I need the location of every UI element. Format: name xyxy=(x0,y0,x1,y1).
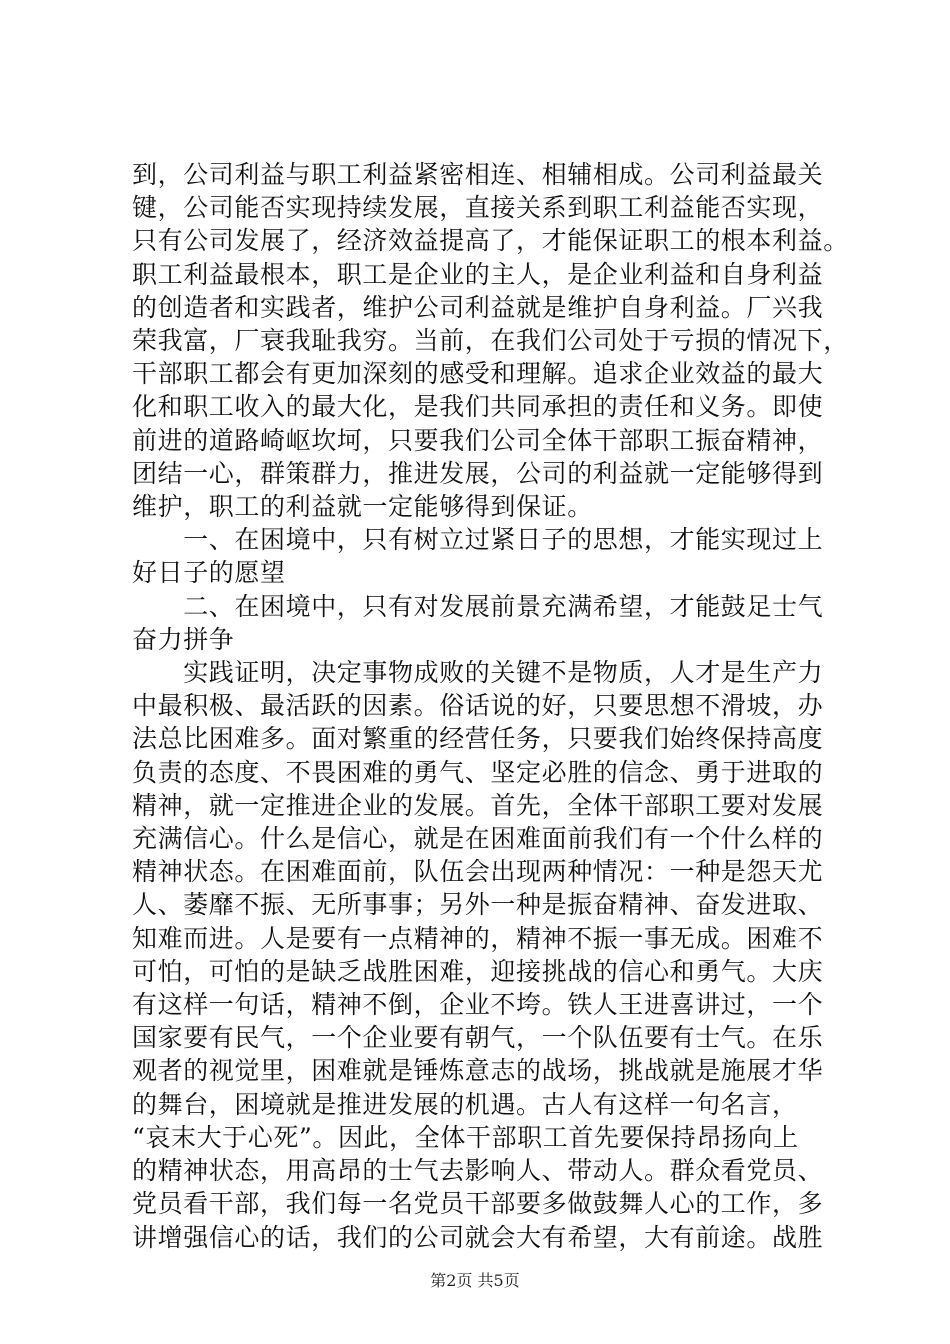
text-line: 好日子的愿望 xyxy=(132,558,286,588)
text-line: 的精神状态，用高昂的士气去影响人、带动人。群众看党员、 xyxy=(132,1156,824,1186)
text-line: 观者的视觉里，困难就是锤炼意志的战场，挑战就是施展才华 xyxy=(132,1056,824,1086)
text-line: 负责的态度、不畏困难的勇气、坚定必胜的信念、勇于进取的 xyxy=(132,757,824,787)
text-line: 键，公司能否实现持续发展，直接关系到职工利益能否实现， xyxy=(132,193,824,223)
text-line: 知难而进。人是要有一点精神的，精神不振一事无成。困难不 xyxy=(132,923,824,953)
text-line: 维护，职工的利益就一定能够得到保证。 xyxy=(132,492,593,522)
text-line: 奋力拼争 xyxy=(132,624,235,654)
text-line: 有这样一句话，精神不倒，企业不垮。铁人王进喜讲过，一个 xyxy=(132,990,824,1020)
text-line: 党员看干部，我们每一名党员干部要多做鼓舞人心的工作，多 xyxy=(132,1189,824,1219)
document-body xyxy=(132,158,849,1254)
text-line: 国家要有民气，一个企业要有朝气，一个队伍要有士气。在乐 xyxy=(132,1023,824,1053)
text-line: 二、在困境中，只有对发展前景充满希望，才能鼓足士气 xyxy=(132,591,824,621)
text-line: 充满信心。什么是信心，就是在困难面前我们有一个什么样的 xyxy=(132,824,824,854)
text-line: 化和职工收入的最大化，是我们共同承担的责任和义务。即使 xyxy=(132,392,824,422)
text-line: 法总比困难多。面对繁重的经营任务，只要我们始终保持高度 xyxy=(132,724,824,754)
text-line: 前进的道路崎岖坎坷，只要我们公司全体干部职工振奋精神， xyxy=(132,425,824,455)
text-line: 人、萎靡不振、无所事事；另外一种是振奋精神、奋发进取、 xyxy=(132,890,824,920)
page-footer: 第2页 共5页 xyxy=(430,1271,520,1290)
text-line: 团结一心，群策群力，推进发展，公司的利益就一定能够得到 xyxy=(132,458,824,488)
text-line: 到，公司利益与职工利益紧密相连、相辅相成。公司利益最关 xyxy=(132,160,824,189)
text-line: 精神，就一定推进企业的发展。首先，全体干部职工要对发展 xyxy=(132,790,824,820)
text-line: 讲增强信心的话，我们的公司就会大有希望，大有前途。战胜 xyxy=(132,1222,824,1252)
text-line: 一、在困境中，只有树立过紧日子的思想，才能实现过上 xyxy=(132,525,824,555)
text-line: 中最积极、最活跃的因素。俗话说的好，只要思想不滑坡，办 xyxy=(132,691,824,721)
text-line: 干部职工都会有更加深刻的感受和理解。追求企业效益的最大 xyxy=(132,359,824,389)
text-line: 的创造者和实践者，维护公司利益就是维护自身利益。厂兴我 xyxy=(132,292,824,322)
text-line: 精神状态。在困难面前，队伍会出现两种情况：一种是怨天尤 xyxy=(132,857,824,887)
text-line: “哀末大于心死”。因此，全体干部职工首先要保持昂扬向上 xyxy=(132,1122,799,1152)
text-line: 只有公司发展了，经济效益提高了，才能保证职工的根本利益。 xyxy=(132,226,849,256)
text-line: 实践证明，决定事物成败的关键不是物质，人才是生产力 xyxy=(132,658,824,688)
text-line: 荣我富，厂衰我耻我穷。当前，在我们公司处于亏损的情况下， xyxy=(132,326,849,356)
text-line: 的舞台，困境就是推进发展的机遇。古人有这样一句名言， xyxy=(132,1089,798,1119)
text-line: 可怕，可怕的是缺乏战胜困难，迎接挑战的信心和勇气。大庆 xyxy=(132,956,824,986)
text-line: 职工利益最根本，职工是企业的主人，是企业利益和自身利益 xyxy=(132,259,824,289)
